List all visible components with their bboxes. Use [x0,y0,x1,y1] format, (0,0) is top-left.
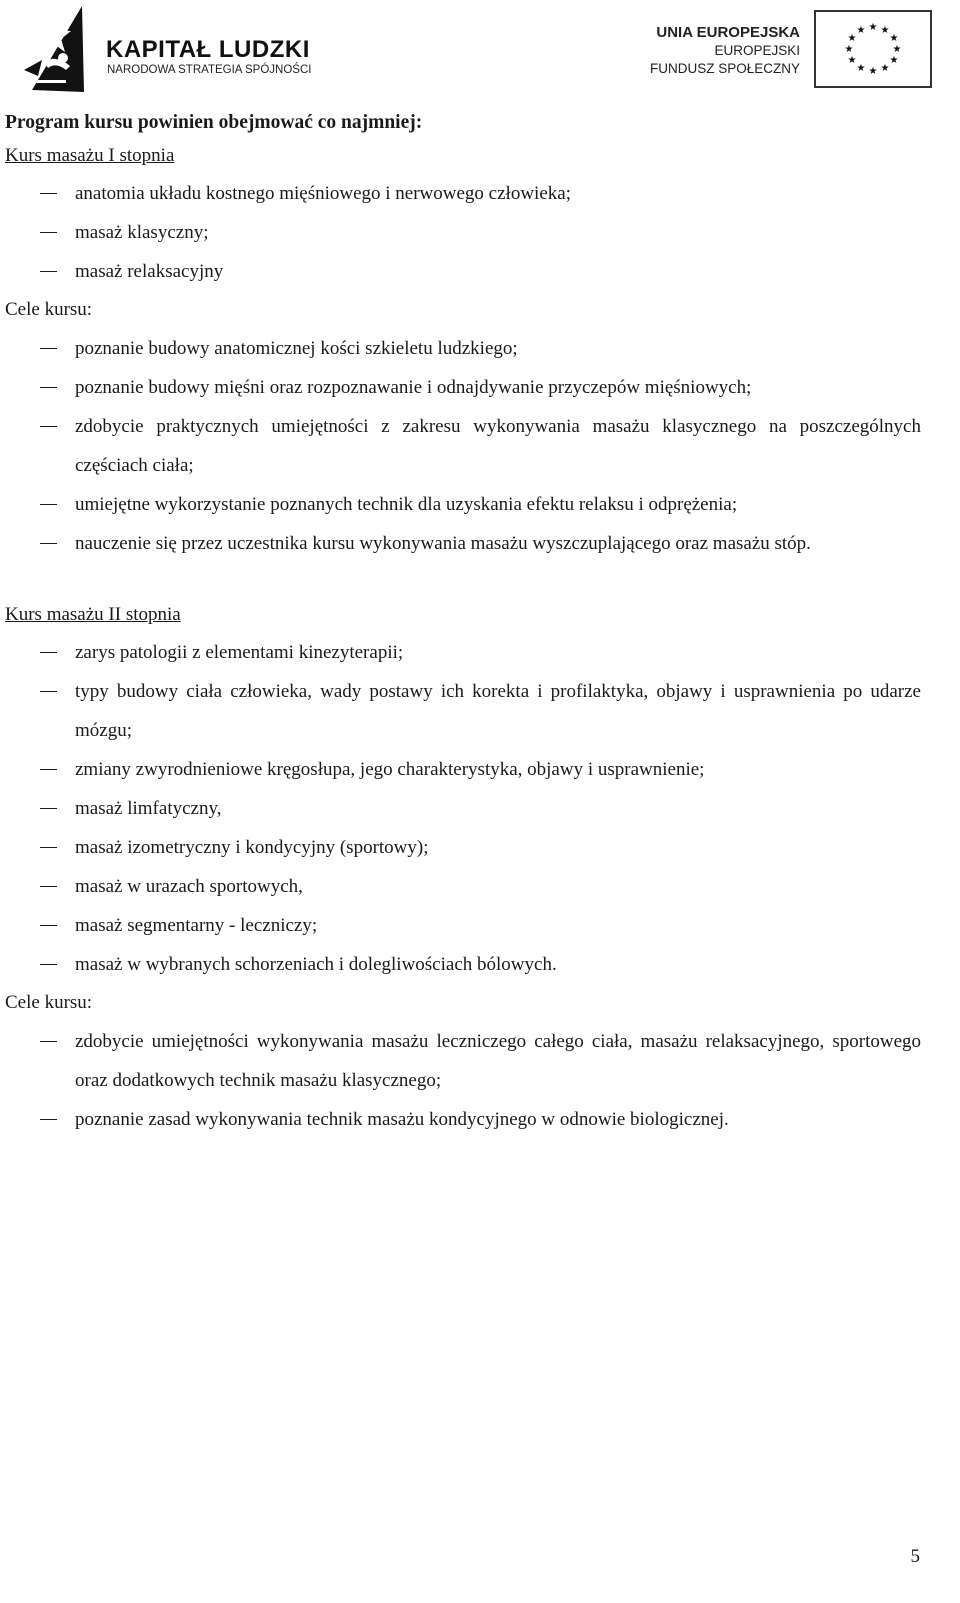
dash-bullet [40,964,57,965]
list-item: poznanie zasad wykonywania technik masażu kondycyjnego w odnowie biologicznej. [5,1100,921,1139]
svg-text:★: ★ [856,25,866,36]
eu-logo-text [650,24,800,78]
course-2-goals-list [5,1022,921,1139]
svg-text:★: ★ [889,33,899,44]
section-gap [5,563,921,597]
dash-bullet [40,691,57,692]
course-1-goals-list [5,329,921,563]
logo-subtitle: NARODOWA STRATEGIA SPÓJNOŚCI [107,64,312,76]
dash-bullet [40,769,57,770]
list-item: zmiany zwyrodnieniowe kręgosłupa, jego charakterystyka, objawy i usprawnienie; [5,750,921,789]
svg-text:★: ★ [856,63,866,74]
page-heading: Program kursu powinien obejmować co najmniej: [5,112,423,133]
svg-text:★: ★ [868,22,878,33]
eu-flag-stars-icon [816,12,930,86]
dash-bullet [40,543,57,544]
eu-logo [650,10,932,90]
svg-text:★: ★ [880,63,890,74]
dash-bullet [40,925,57,926]
svg-text:★: ★ [847,33,857,44]
dash-bullet [40,847,57,848]
eu-logo-line3: FUNDUSZ SPOŁECZNY [649,61,800,76]
dash-bullet [40,232,57,233]
list-item: masaż izometryczny i kondycyjny (sportowy); [5,828,921,867]
goals-label-course-1: Cele kursu: [5,299,93,320]
eu-logo-line2: EUROPEJSKI [714,43,800,58]
dash-bullet [40,1119,57,1120]
dash-bullet [40,387,57,388]
logo-title: KAPITAŁ LUDZKI [106,36,310,63]
dash-bullet [40,504,57,505]
eu-flag [814,10,932,88]
list-item: nauczenie się przez uczestnika kursu wykonywania masażu wyszczuplającego oraz masażu stóp. [5,524,921,563]
list-item: masaż w urazach sportowych, [5,867,921,906]
page-number: 5 [910,1546,920,1567]
list-item: anatomia układu kostnego mięśniowego i nerwowego człowieka; [5,174,921,213]
dash-bullet [40,886,57,887]
dash-bullet [40,348,57,349]
dash-bullet [40,652,57,653]
document-body [5,108,921,1139]
dash-bullet [40,426,57,427]
list-item: masaż klasyczny; [5,213,921,252]
svg-text:★: ★ [880,25,890,36]
kapital-ludzki-logo [22,0,342,98]
svg-text:★: ★ [868,66,878,77]
list-item: poznanie budowy mięśni oraz rozpoznawanie i odnajdywanie przyczepów mięśniowych; [5,368,921,407]
list-item: typy budowy ciała człowieka, wady postawy ich korekta i profilaktyka, objawy i usprawnienia po udarze mózgu; [5,672,921,750]
dash-bullet [40,808,57,809]
list-item: masaż segmentarny - leczniczy; [5,906,921,945]
list-item: zdobycie praktycznych umiejętności z zakresu wykonywania masażu klasycznego na poszczególnych częściach ciała; [5,407,921,485]
kapital-ludzki-emblem-icon [22,0,92,98]
dash-bullet [40,1041,57,1042]
svg-text:★: ★ [844,44,854,55]
list-item: masaż relaksacyjny [5,252,921,291]
goals-label-course-2: Cele kursu: [5,992,93,1013]
svg-text:★: ★ [889,55,899,66]
svg-text:★: ★ [892,44,902,55]
course-1-program-list [5,174,921,291]
list-item: poznanie budowy anatomicznej kości szkieletu ludzkiego; [5,329,921,368]
list-item: umiejętne wykorzystanie poznanych technik dla uzyskania efektu relaksu i odprężenia; [5,485,921,524]
section-title-course-2: Kurs masażu II stopnia [5,604,181,625]
section-title-course-1: Kurs masażu I stopnia [5,145,175,166]
svg-text:★: ★ [847,55,857,66]
course-2-program-list [5,633,921,984]
dash-bullet [40,271,57,272]
list-item: masaż w wybranych schorzeniach i dolegliwościach bólowych. [5,945,921,984]
list-item: zdobycie umiejętności wykonywania masażu leczniczego całego ciała, masażu relaksacyjnego, sportowego oraz dodatkowych technik masażu klasycznego; [5,1022,921,1100]
list-item: zarys patologii z elementami kinezyterapii; [5,633,921,672]
dash-bullet [40,193,57,194]
eu-logo-line1: UNIA EUROPEJSKA [656,24,800,41]
list-item: masaż limfatyczny, [5,789,921,828]
